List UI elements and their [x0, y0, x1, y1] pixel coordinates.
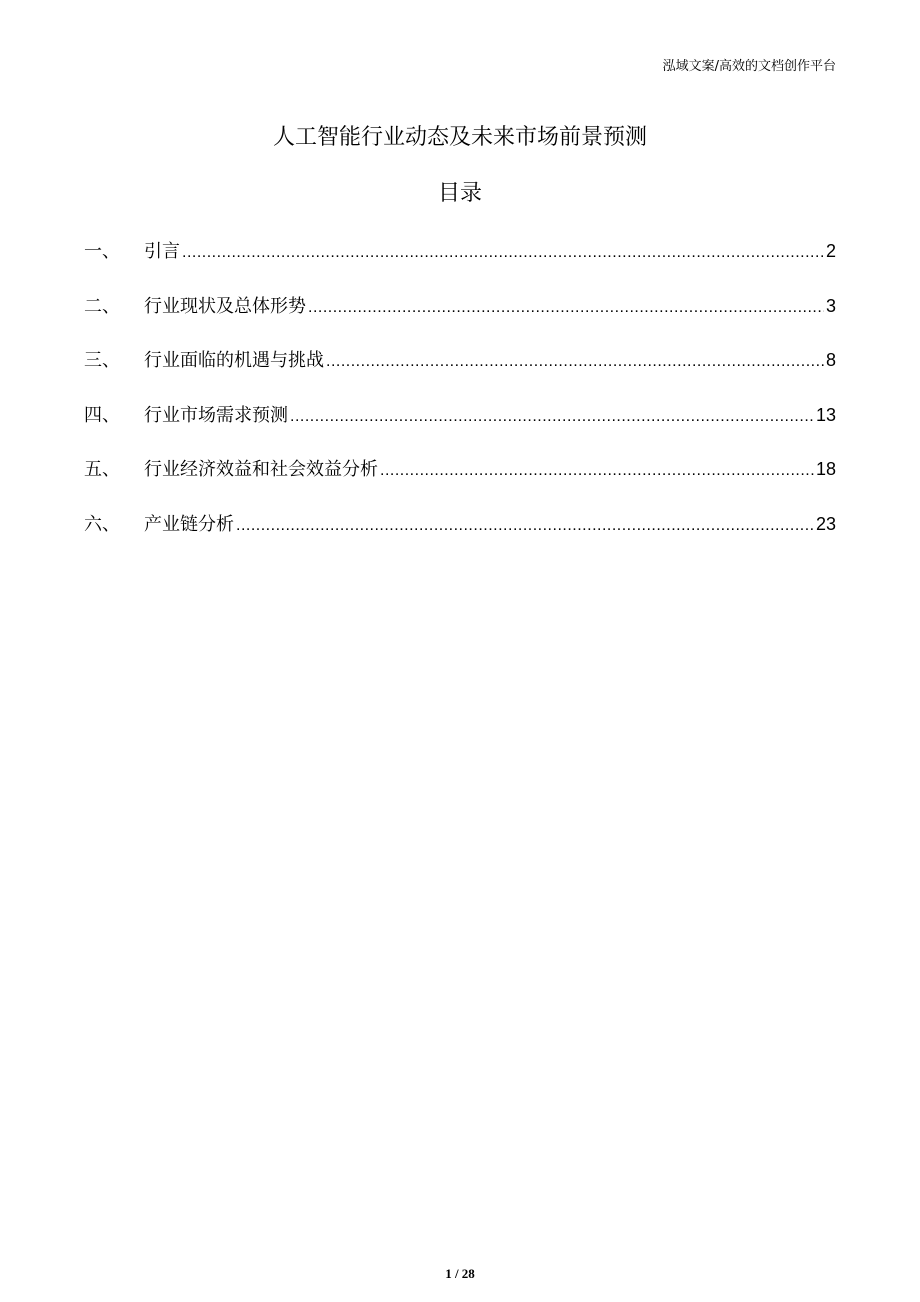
toc-entry-page: 3 — [825, 295, 836, 316]
toc-entry-label: 产业链分析 — [144, 513, 234, 535]
toc-entry-label: 行业现状及总体形势 — [144, 295, 306, 317]
toc-entry-number: 五、 — [84, 459, 120, 481]
toc-entry-number: 三、 — [84, 350, 120, 372]
toc-entry-page: 8 — [825, 350, 836, 371]
page-number-footer: 1 / 28 — [445, 1266, 475, 1281]
toc-entry-number: 二、 — [84, 295, 120, 317]
toc-entry-label: 行业面临的机遇与挑战 — [144, 350, 324, 372]
toc-entry-number: 六、 — [84, 513, 120, 535]
toc-dot-leader — [380, 456, 814, 486]
toc-entry-3[interactable] — [84, 345, 836, 400]
toc-entry-page: 13 — [815, 404, 836, 425]
toc-entry-6[interactable] — [84, 509, 836, 564]
toc-entry-label: 行业市场需求预测 — [144, 404, 288, 426]
toc-entry-2[interactable] — [84, 291, 836, 346]
toc-dot-leader — [326, 347, 824, 377]
toc-entry-page: 23 — [815, 513, 836, 534]
toc-entry-5[interactable] — [84, 454, 836, 509]
toc-entry-page: 2 — [825, 241, 836, 261]
toc-entry-number: 四、 — [84, 404, 120, 426]
toc-entry-4[interactable] — [84, 400, 836, 455]
toc-dot-leader — [308, 293, 824, 323]
toc-entry-page: 18 — [815, 459, 836, 480]
toc-entry-label: 引言 — [144, 241, 180, 262]
toc-dot-leader — [236, 511, 814, 541]
toc-entry-number: 一、 — [84, 241, 120, 262]
toc-heading: 目录 — [437, 181, 482, 206]
table-of-contents — [84, 236, 836, 564]
document-title: 人工智能行业动态及未来市场前景预测 — [272, 125, 647, 150]
toc-entry-1[interactable] — [84, 236, 836, 291]
toc-dot-leader — [182, 238, 824, 268]
page-header: 泓域文案/高效的文档创作平台 — [662, 59, 836, 74]
toc-entry-label: 行业经济效益和社会效益分析 — [144, 459, 378, 481]
toc-dot-leader — [290, 402, 814, 432]
